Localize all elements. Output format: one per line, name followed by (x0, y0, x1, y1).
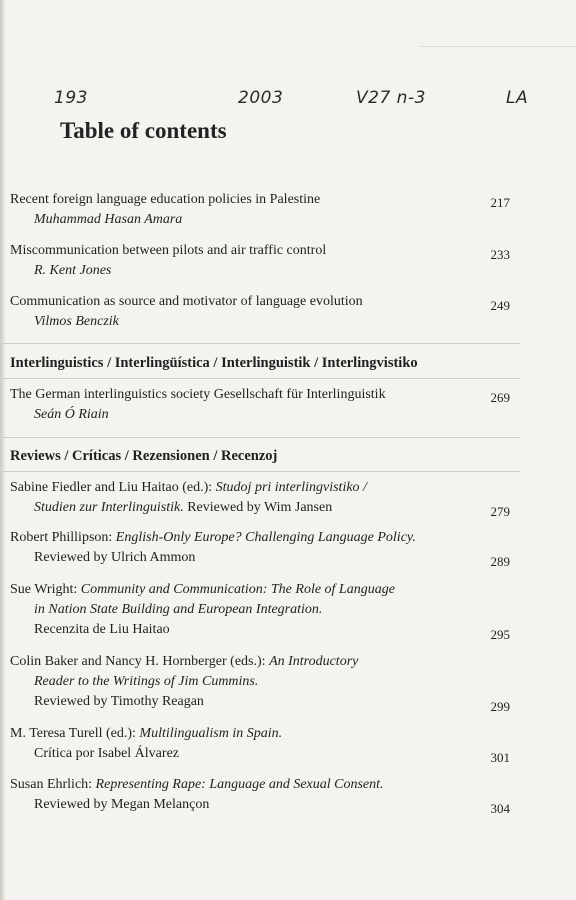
section-divider (0, 343, 520, 344)
review-work-cont: in Nation State Building and European Integration. (34, 602, 323, 617)
entry-page: 217 (490, 195, 510, 210)
entry-page: 233 (490, 247, 510, 262)
handwritten-ref: 193 (54, 88, 88, 108)
review-reviewer: Reviewed by Ulrich Ammon (34, 550, 196, 565)
review-entry (10, 528, 510, 568)
review-work: English-Only Europe? Challenging Language Policy. (115, 530, 416, 545)
entry-author: Muhammad Hasan Amara (34, 212, 183, 227)
review-prefix: Robert Phillipson: (10, 530, 116, 545)
review-entry (10, 724, 510, 764)
review-entry (10, 775, 510, 815)
review-reviewer: Reviewed by Wim Jansen (183, 500, 333, 515)
section-heading-reviews: Reviews / Críticas / Rezensionen / Recenzoj (10, 448, 278, 464)
review-work-cont: Reader to the Writings of Jim Cummins. (34, 674, 259, 689)
review-prefix: Colin Baker and Nancy H. Hornberger (eds.): (10, 654, 270, 669)
review-entry (10, 478, 510, 518)
entry-title: The German interlinguistics society Gesellschaft für Interlinguistik (10, 387, 386, 402)
entry-page: 304 (490, 801, 510, 816)
review-reviewer: Recenzita de Liu Haitao (34, 622, 170, 637)
section-divider (0, 471, 520, 472)
handwritten-code: LA (506, 88, 529, 108)
toc-entry (10, 292, 510, 332)
section-heading-interlinguistics: Interlinguistics / Interlingüística / Interlinguistik / Interlingvistiko (10, 355, 418, 371)
review-entry (10, 580, 510, 640)
review-work-cont: Studien zur Interlinguistik. (34, 500, 184, 515)
entry-page: 279 (490, 504, 510, 519)
bleed-through-rule (420, 46, 576, 47)
entry-page: 299 (490, 699, 510, 714)
page-binding-shadow (0, 0, 6, 900)
entry-page: 249 (490, 298, 510, 313)
entry-title: Communication as source and motivator of language evolution (10, 294, 363, 309)
review-reviewer: Reviewed by Megan Melançon (34, 797, 210, 812)
review-work: Multilingualism in Spain. (139, 726, 283, 741)
handwritten-volume: V27 n-3 (356, 88, 426, 108)
entry-title: Miscommunication between pilots and air traffic control (10, 243, 327, 258)
review-work: Representing Rape: Language and Sexual Consent. (95, 777, 384, 792)
toc-entry (10, 385, 510, 425)
entry-author: Vilmos Benczik (34, 314, 119, 329)
review-prefix: Susan Ehrlich: (10, 777, 96, 792)
entry-page: 301 (490, 750, 510, 765)
toc-entry (10, 241, 510, 281)
review-prefix: M. Teresa Turell (ed.): (10, 726, 140, 741)
entry-page: 289 (490, 554, 510, 569)
review-work: Studoj pri interlingvistiko / (215, 480, 367, 495)
review-work: An Introductory (269, 654, 359, 669)
review-prefix: Sue Wright: (10, 582, 81, 597)
section-divider (0, 378, 520, 379)
entry-page: 295 (490, 627, 510, 642)
toc-entry (10, 190, 510, 230)
section-divider (0, 437, 520, 438)
review-reviewer: Reviewed by Timothy Reagan (34, 694, 204, 709)
handwritten-year: 2003 (238, 88, 284, 108)
review-prefix: Sabine Fiedler and Liu Haitao (ed.): (10, 480, 216, 495)
review-entry (10, 652, 510, 712)
review-work: Community and Communication: The Role of Language (80, 582, 395, 597)
entry-page: 269 (490, 390, 510, 405)
entry-title: Recent foreign language education policies in Palestine (10, 192, 321, 207)
review-reviewer: Crítica por Isabel Álvarez (34, 746, 179, 761)
page-title: Table of contents (60, 118, 227, 143)
entry-author: Seán Ó Riain (34, 407, 109, 422)
entry-author: R. Kent Jones (34, 263, 112, 278)
